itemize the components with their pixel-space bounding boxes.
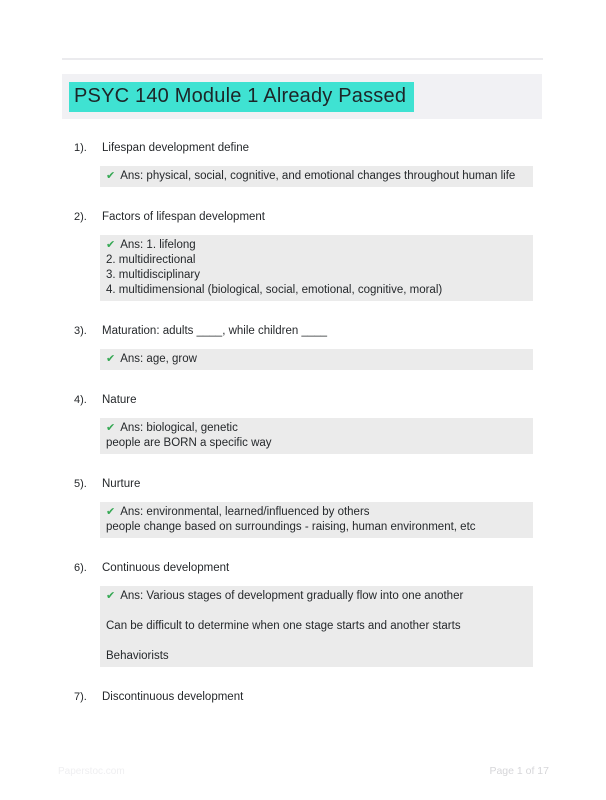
answer-box [100,166,533,187]
answer-line [106,604,525,619]
answer-line: ✔ Ans: age, grow [106,353,197,365]
title-block [62,74,542,119]
question-number: 2). [74,211,87,223]
answer-box [100,418,533,454]
question-number: 3). [74,325,87,337]
answer-line: Can be difficult to determine when one stage starts and another starts [106,620,461,632]
answer-line: 4. multidimensional (biological, social, emotional, cognitive, moral) [106,284,443,296]
check-icon: ✔ [106,239,116,251]
answer-line: ✔ Ans: biological, genetic [106,422,238,434]
check-icon: ✔ [106,506,116,518]
answer-line: 2. multidirectional [106,254,196,266]
watermark: Paperstoc.com [58,766,125,777]
answer-box [100,502,533,538]
page-indicator: Page 1 of 17 [489,765,549,777]
question-item [0,141,606,187]
question-text: Maturation: adults ____, while children ____ [102,325,328,337]
answer-line [106,634,525,649]
answer-line: people are BORN a specific way [106,437,272,449]
question-item [0,561,606,667]
answer-line: people change based on surroundings - raising, human environment, etc [106,521,476,533]
answer-line: 3. multidisciplinary [106,269,200,281]
question-number: 7). [74,691,87,703]
answer-box [100,349,533,370]
question-number: 5). [74,478,87,490]
question-text: Nature [102,394,137,406]
answer-box [100,586,533,667]
question-text: Continuous development [102,562,230,574]
answer-line: ✔ Ans: 1. lifelong [106,239,196,251]
question-number: 4). [74,394,87,406]
page-title: PSYC 140 Module 1 Already Passed [69,82,414,112]
answer-line: ✔ Ans: environmental, learned/influenced by others [106,506,370,518]
answer-line: Behaviorists [106,650,169,662]
check-icon: ✔ [106,170,116,182]
question-item [0,324,606,370]
top-divider [62,58,543,60]
check-icon: ✔ [106,590,116,602]
questions-list [0,141,606,705]
question-text: Factors of lifespan development [102,211,266,223]
question-text: Nurture [102,478,141,490]
question-text: Discontinuous development [102,691,244,703]
question-item [0,690,606,705]
question-text: Lifespan development define [102,142,250,154]
question-number: 1). [74,142,87,154]
check-icon: ✔ [106,353,116,365]
question-number: 6). [74,562,87,574]
answer-box [100,235,533,301]
question-item [0,393,606,454]
answer-line: ✔ Ans: physical, social, cognitive, and emotional changes throughout human life [106,170,516,182]
check-icon: ✔ [106,422,116,434]
question-item [0,477,606,538]
question-item [0,210,606,301]
answer-line: ✔ Ans: Various stages of development gradually flow into one another [106,590,464,602]
